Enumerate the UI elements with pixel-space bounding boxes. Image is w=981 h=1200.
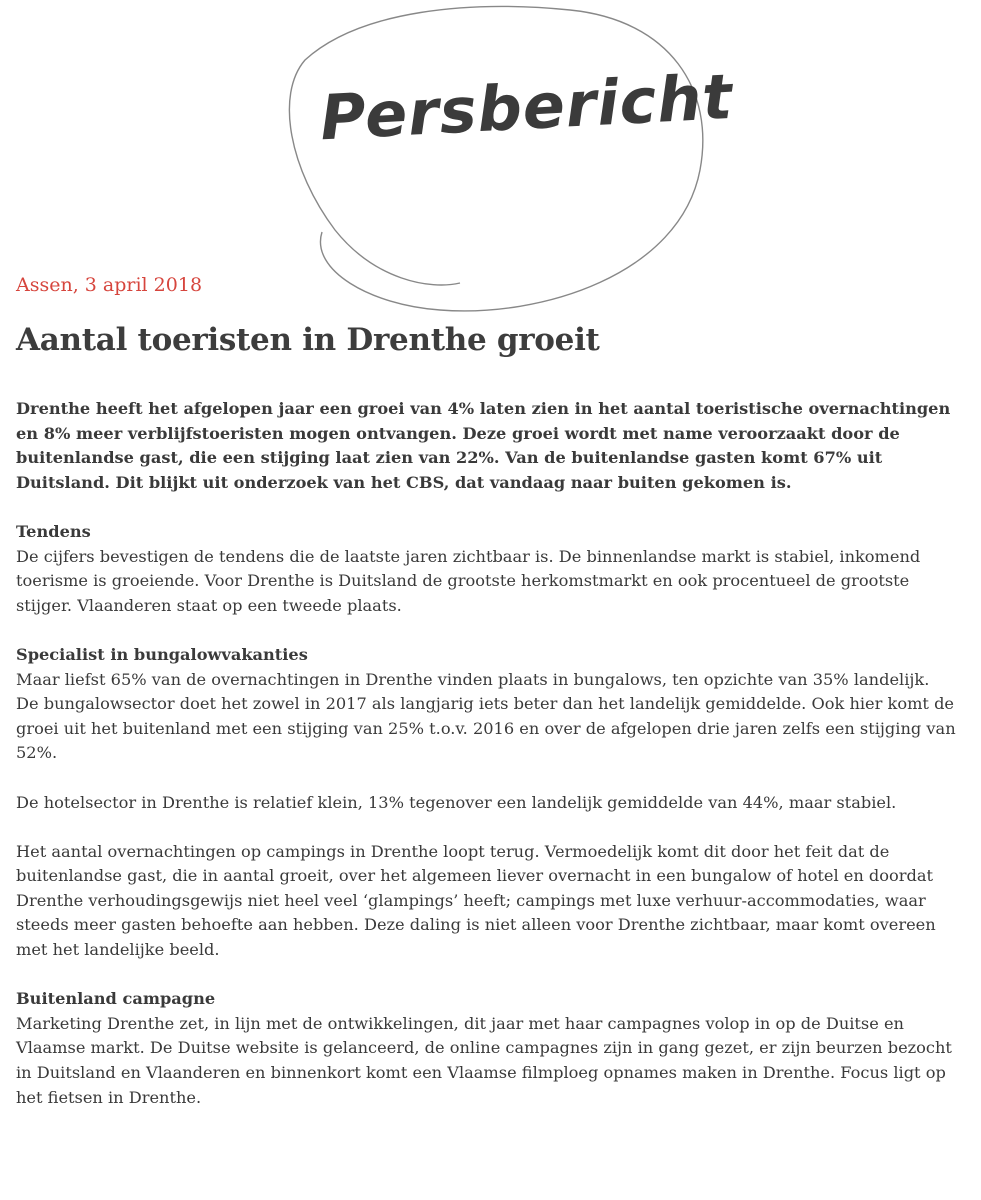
section-text-hotel: De hotelsector in Drenthe is relatief klein, 13% tegenover een landelijk gemiddelde van 44%, maar stabiel. xyxy=(16,792,897,812)
section-title-buitenland: Buitenland campagne xyxy=(16,989,216,1009)
press-date: Assen, 3 april 2018 xyxy=(16,274,203,296)
page-title: Aantal toeristen in Drenthe groeit xyxy=(16,322,600,358)
bubble-stroke xyxy=(289,7,735,311)
section-text-specialist: Maar liefst 65% van de overnachtingen in Drenthe vinden plaats in bungalows, ten opzichte van 35% landelijk. De bungalowsector doet het zowel in 2017 als langjarig iets beter dan het landelijk gemiddelde. Ook hier komt de groei uit het buitenland met een stijging van 25% t.o.v. 2016 en over de afgelopen drie jaren zelfs een stijging van 52%. xyxy=(16,669,956,763)
logo-word: Persbericht xyxy=(318,59,735,155)
section-text-tendens: De cijfers bevestigen de tendens die de laatste jaren zichtbaar is. De binnenlandse markt is stabiel, inkomend toerisme is groeiende. Voor Drenthe is Duitsland de grootste herkomstmarkt en ook procentueel de grootste stijger. Vlaanderen staat op een tweede plaats. xyxy=(16,546,921,615)
speech-bubble-outline xyxy=(280,0,735,320)
article-body xyxy=(16,397,956,1110)
section-title-specialist: Specialist in bungalowvakanties xyxy=(16,644,308,664)
section-title-tendens: Tendens xyxy=(16,521,91,541)
section-text-buitenland: Marketing Drenthe zet, in lijn met de ontwikkelingen, dit jaar met haar campagnes volop in op de Duitse en Vlaamse markt. De Duitse website is gelanceerd, de online campagnes zijn in gang gezet, er zijn beurzen bezocht in Duitsland en Vlaanderen en binnenkort komt een Vlaamse filmploeg opnames maken in Drenthe. Focus ligt op het fietsen in Drenthe. xyxy=(16,1013,952,1107)
lead-paragraph: Drenthe heeft het afgelopen jaar een groei van 4% laten zien in het aantal toeristische overnachtingen en 8% meer verblijfstoeristen mogen ontvangen. Deze groei wordt met name veroorzaakt door de buitenlandse gast, die een stijging laat zien van 22%. Van de buitenlandse gasten komt 67% uit Duitsland. Dit blijkt uit onderzoek van het CBS, dat vandaag naar buiten gekomen is. xyxy=(16,399,951,492)
persbericht-logo xyxy=(280,0,735,320)
section-text-campings: Het aantal overnachtingen op campings in Drenthe loopt terug. Vermoedelijk komt dit door het feit dat de buitenlandse gast, die in aantal groeit, over het algemeen liever overnacht in een bungalow of hotel en doordat Drenthe verhoudingsgewijs niet heel veel ‘glampings’ heeft; campings met luxe verhuur-accommodaties, waar steeds meer gasten behoefte aan hebben. Deze daling is niet alleen voor Drenthe zichtbaar, maar komt overeen met het landelijke beeld. xyxy=(16,841,936,960)
